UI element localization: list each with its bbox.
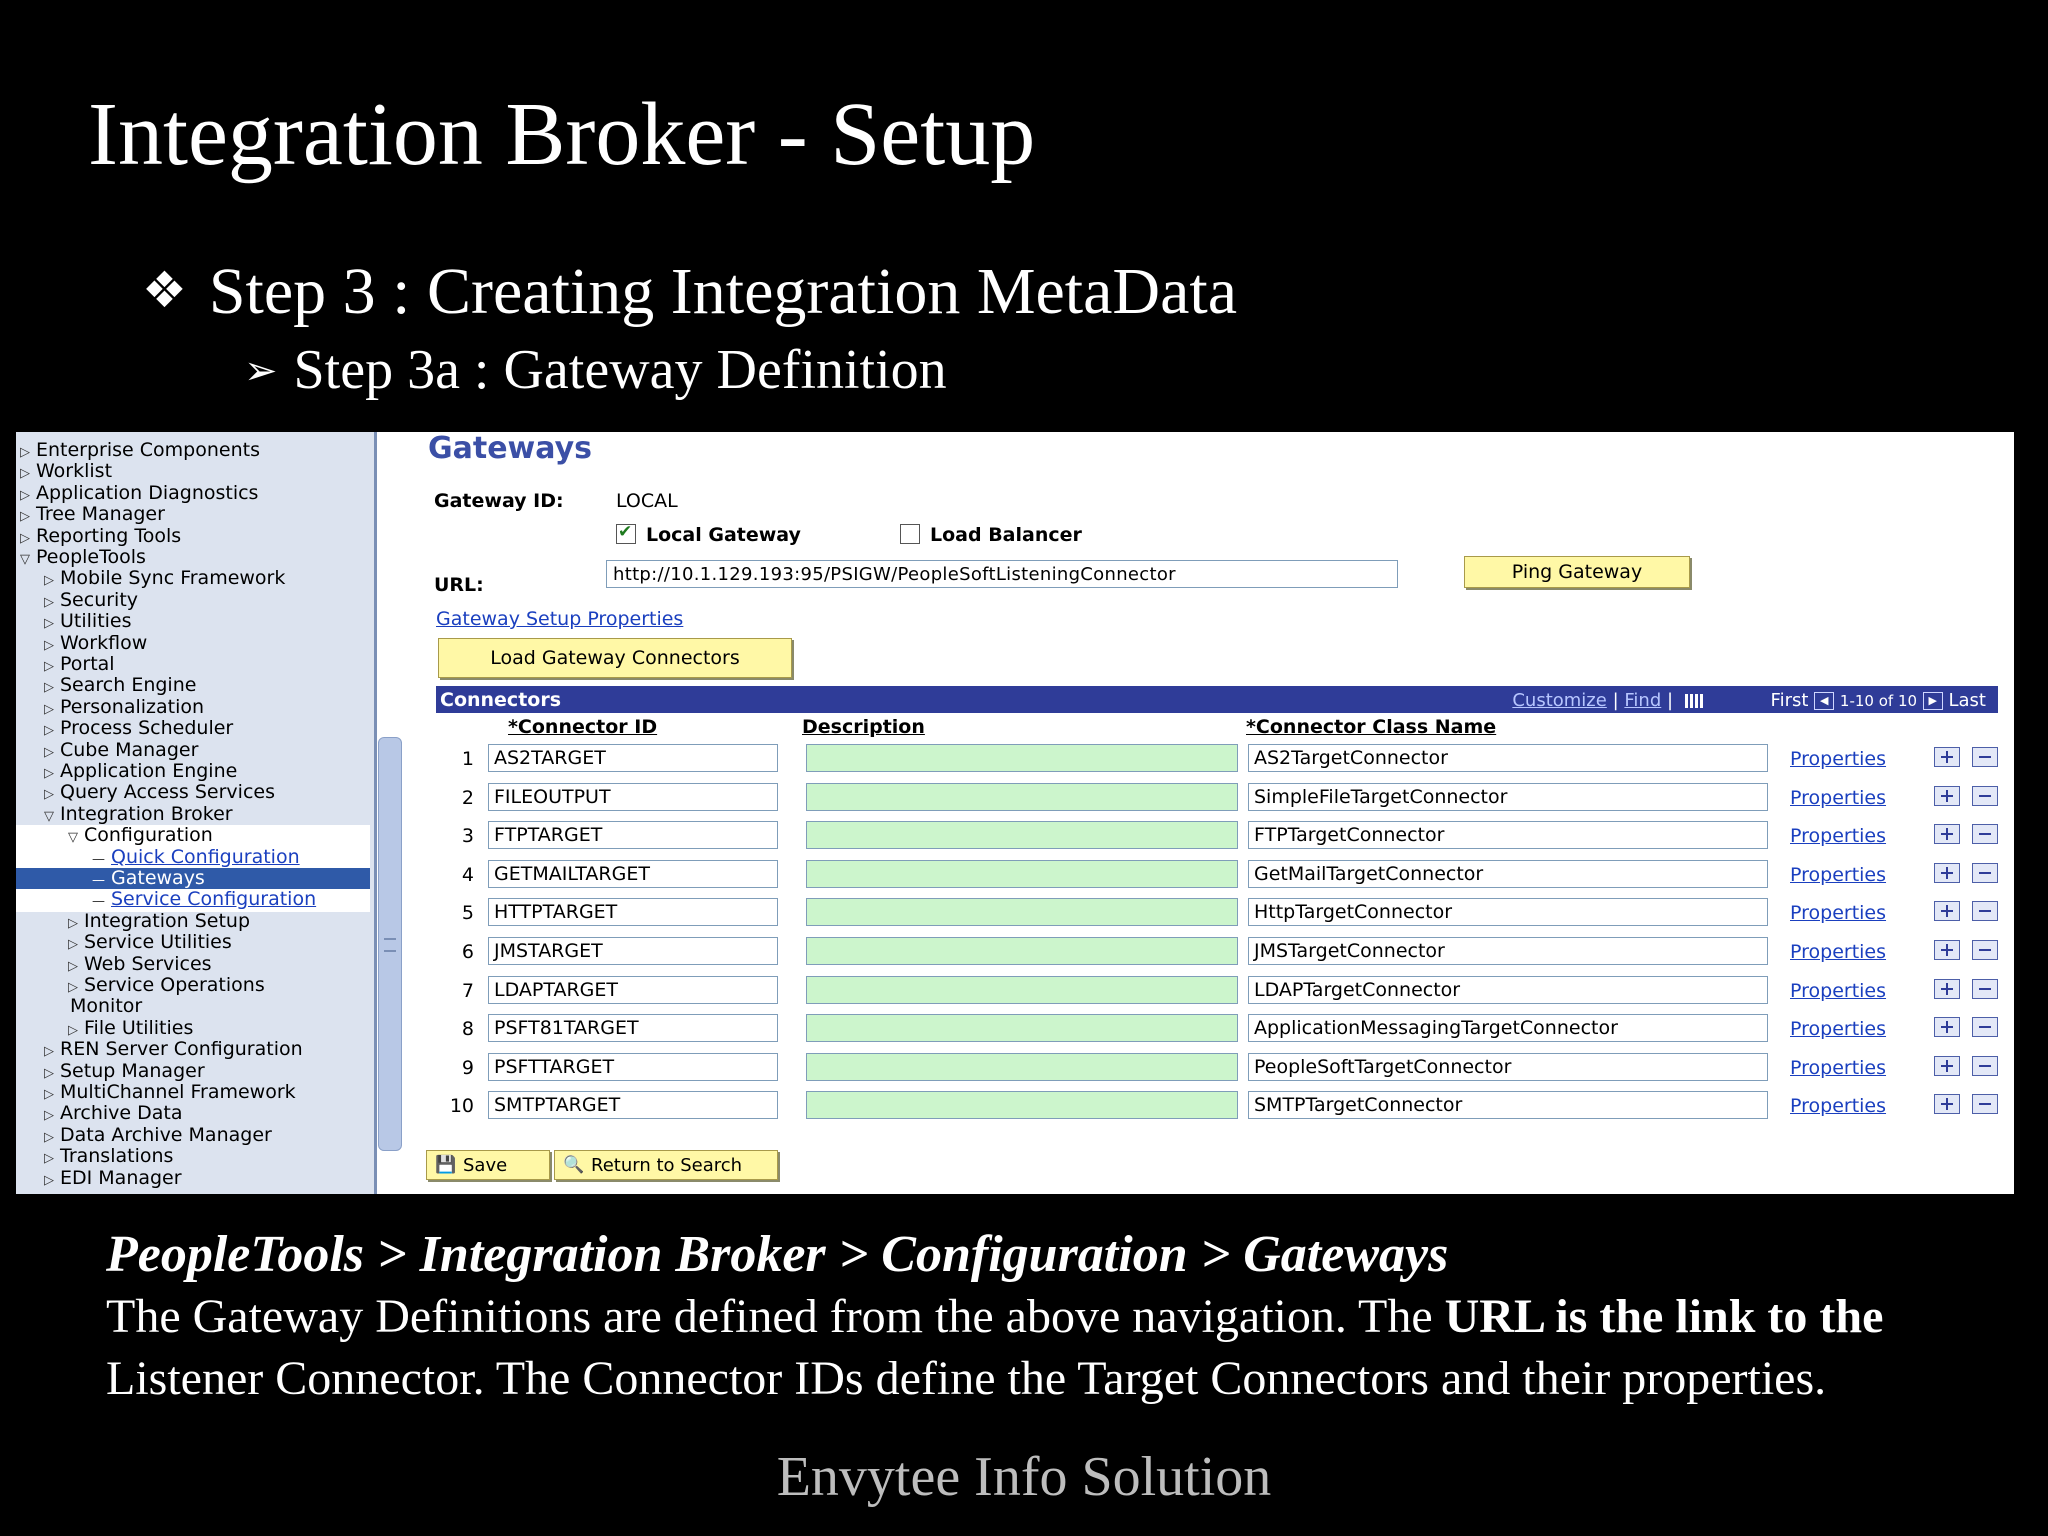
collapsed-arrow-icon: ▷ (68, 980, 78, 995)
delete-row-icon[interactable] (1972, 786, 1998, 806)
table-row (436, 740, 1998, 778)
bullet-step3-text: Step 3 : Creating Integration MetaData (208, 255, 1238, 328)
expanded-arrow-icon: ▽ (44, 808, 54, 824)
search-icon: 🔍 (563, 1155, 585, 1175)
collapsed-arrow-icon: ▷ (68, 915, 78, 931)
connector-class-field[interactable]: FTPTargetConnector (1248, 821, 1768, 849)
menu-item[interactable] (44, 1168, 182, 1191)
dash-icon: — (92, 851, 105, 867)
collapsed-arrow-icon: ▷ (44, 616, 54, 632)
collapsed-arrow-icon: ▷ (20, 466, 30, 482)
connector-id-field[interactable]: LDAPTARGET (488, 976, 778, 1004)
menu-item-label: Service Utilities (84, 931, 232, 954)
add-row-icon[interactable] (1934, 824, 1960, 844)
properties-link[interactable]: Properties (1790, 863, 1887, 886)
collapsed-arrow-icon: ▷ (44, 680, 54, 696)
menu-item-label: Utilities (60, 610, 132, 633)
collapsed-arrow-icon: ▷ (44, 701, 54, 717)
menu-item-label: Configuration (84, 824, 213, 847)
col-connector-class[interactable]: *Connector Class Name (1246, 716, 1497, 738)
menu-item-label: Translations (60, 1145, 174, 1168)
collapsed-arrow-icon: ▷ (44, 766, 54, 781)
local-gateway-checkbox[interactable] (616, 524, 636, 544)
menu-item-label: Search Engine (60, 674, 197, 697)
menu-scrollbar[interactable] (378, 737, 402, 1151)
description-field[interactable] (806, 821, 1238, 849)
footer-company: Envytee Info Solution (776, 1446, 1272, 1508)
gateways-screenshot (16, 432, 2014, 1194)
connector-class-field[interactable]: PeopleSoftTargetConnector (1248, 1053, 1768, 1081)
delete-row-icon[interactable] (1972, 1094, 1998, 1114)
menu-item-label: Personalization (60, 695, 205, 718)
scroll-grip-icon (384, 938, 396, 952)
menu-item-label: Integration Setup (84, 909, 251, 932)
collapsed-arrow-icon: ▷ (68, 1022, 78, 1038)
description-field[interactable] (806, 1091, 1238, 1119)
range-label: 1-10 of 10 (1839, 692, 1918, 710)
connector-id-field[interactable]: GETMAILTARGET (488, 860, 778, 888)
table-row (436, 972, 1998, 1010)
connector-class-field[interactable]: HttpTargetConnector (1248, 898, 1768, 926)
add-row-icon[interactable] (1934, 1094, 1960, 1114)
description-field[interactable] (806, 1053, 1238, 1081)
col-description[interactable]: Description (802, 716, 925, 738)
url-input[interactable]: http://10.1.129.193:95/PSIGW/PeopleSoftListeningConnector (606, 560, 1398, 588)
next-arrow-icon[interactable]: ▶ (1923, 692, 1943, 710)
customize-link[interactable]: Customize (1512, 690, 1607, 711)
connector-id-field[interactable]: SMTPTARGET (488, 1091, 778, 1119)
collapsed-arrow-icon: ▷ (44, 1129, 54, 1145)
collapsed-arrow-icon: ▷ (20, 530, 30, 546)
add-row-icon[interactable] (1934, 1056, 1960, 1076)
menu-item-label: Worklist (36, 460, 113, 483)
delete-row-icon[interactable] (1972, 863, 1998, 883)
load-balancer-label: Load Balancer (930, 524, 1082, 546)
gateway-id-label: Gateway ID: (434, 490, 564, 512)
desc-part1: The Gateway Definitions are defined from the above navigation. The (106, 1290, 1445, 1343)
separator-2: | (1667, 690, 1674, 711)
collapsed-arrow-icon: ▷ (20, 487, 30, 503)
grid-controls (1512, 690, 1986, 711)
connector-class-field[interactable]: GetMailTargetConnector (1248, 860, 1768, 888)
row-number: 2 (461, 786, 474, 809)
connector-class-field[interactable]: SimpleFileTargetConnector (1248, 783, 1768, 811)
collapsed-arrow-icon: ▷ (20, 509, 30, 525)
connectors-grid (436, 686, 1998, 1116)
slide-title: Integration Broker - Setup (88, 85, 1036, 184)
menu-item-label: Monitor (70, 995, 143, 1018)
properties-link[interactable]: Properties (1790, 902, 1887, 925)
delete-row-icon[interactable] (1972, 747, 1998, 767)
navigation-path: PeopleTools > Integration Broker > Configuration > Gateways (106, 1226, 1449, 1283)
grid-header (436, 686, 1998, 713)
save-icon: 💾 (435, 1155, 457, 1175)
delete-row-icon[interactable] (1972, 1017, 1998, 1037)
menu-item-label: Data Archive Manager (60, 1123, 272, 1146)
collapsed-arrow-icon: ▷ (44, 573, 54, 589)
menu-item-label: Gateways (111, 867, 205, 889)
col-connector-id[interactable]: *Connector ID (508, 716, 658, 738)
table-row (436, 856, 1998, 894)
grid-download-icon[interactable] (1685, 694, 1705, 708)
add-row-icon[interactable] (1934, 979, 1960, 999)
connector-id-field[interactable]: HTTPTARGET (488, 898, 778, 926)
row-number: 6 (461, 941, 474, 963)
menu-item-label: Setup Manager (60, 1059, 205, 1082)
connector-id-field[interactable]: PSFT81TARGET (488, 1014, 778, 1042)
page-title: Gateways (428, 432, 593, 466)
delete-row-icon[interactable] (1972, 979, 1998, 999)
properties-link[interactable]: Properties (1790, 979, 1887, 1002)
connector-class-field[interactable]: JMSTargetConnector (1248, 937, 1768, 965)
row-number: 1 (461, 748, 474, 770)
properties-link[interactable]: Properties (1790, 786, 1887, 809)
bullet-step3 (142, 252, 1237, 336)
delete-row-icon[interactable] (1972, 1056, 1998, 1076)
bullet-step3a (244, 336, 947, 409)
menu-item-label: Application Diagnostics (36, 481, 259, 504)
load-balancer-checkbox[interactable] (900, 524, 920, 544)
menu-item-label: Web Services (84, 952, 212, 975)
connector-class-field[interactable]: ApplicationMessagingTargetConnector (1248, 1014, 1768, 1042)
dash-icon: — (92, 873, 105, 888)
last-label[interactable]: Last (1948, 690, 1986, 711)
collapsed-arrow-icon: ▷ (68, 958, 78, 974)
save-label: Save (463, 1155, 508, 1176)
menu-item-label: Security (60, 588, 139, 611)
add-row-icon[interactable] (1934, 747, 1960, 767)
table-row (436, 817, 1998, 855)
properties-link[interactable]: Properties (1790, 941, 1887, 963)
desc-bold: URL is the link to the (1444, 1290, 1884, 1343)
collapsed-arrow-icon: ▷ (44, 723, 54, 739)
separator-1: | (1612, 690, 1619, 711)
menu-item-label: Service Operations (84, 974, 265, 996)
table-row (436, 1010, 1998, 1048)
diamond-bullet-icon: ❖ (142, 261, 187, 319)
collapsed-arrow-icon: ▷ (44, 744, 54, 760)
collapsed-arrow-icon: ▷ (44, 1151, 54, 1167)
delete-row-icon[interactable] (1972, 824, 1998, 844)
row-number: 9 (461, 1056, 474, 1079)
connector-id-field[interactable]: JMSTARGET (488, 937, 778, 965)
gateway-setup-properties-link[interactable]: Gateway Setup Properties (436, 608, 684, 630)
description-field[interactable] (806, 860, 1238, 888)
menu-item-label: PeopleTools (36, 546, 146, 568)
collapsed-arrow-icon: ▷ (44, 1044, 54, 1060)
connector-id-field[interactable]: AS2TARGET (488, 744, 778, 772)
description-field[interactable] (806, 898, 1238, 926)
menu-item-label: Quick Configuration (111, 845, 300, 868)
dash-icon: — (92, 894, 105, 910)
row-number: 5 (461, 902, 474, 925)
row-number: 3 (461, 825, 474, 848)
menu-item-label: Portal (60, 653, 115, 675)
add-row-icon[interactable] (1934, 940, 1960, 960)
row-number: 4 (461, 863, 474, 886)
collapsed-arrow-icon: ▷ (20, 445, 30, 460)
connector-id-field[interactable]: PSFTTARGET (488, 1053, 778, 1081)
menu-item-label: Service Configuration (111, 888, 317, 911)
description-field[interactable] (806, 1014, 1238, 1042)
connector-id-field[interactable]: FTPTARGET (488, 821, 778, 849)
properties-link[interactable]: Properties (1790, 748, 1887, 770)
row-number: 7 (461, 979, 474, 1002)
description-field[interactable] (806, 744, 1238, 772)
menu-item-label: Workflow (60, 631, 148, 654)
return-to-search-button[interactable] (554, 1150, 778, 1180)
collapsed-arrow-icon: ▷ (44, 1172, 54, 1188)
properties-link[interactable]: Properties (1790, 1095, 1887, 1118)
description (106, 1286, 2026, 1410)
connector-id-field[interactable]: FILEOUTPUT (488, 783, 778, 811)
menu-item-label: Enterprise Components (36, 439, 260, 461)
bullet-step3a-text: Step 3a : Gateway Definition (293, 339, 947, 401)
menu-item-label: Integration Broker (60, 802, 233, 825)
menu-item (70, 996, 142, 1017)
ping-gateway-button[interactable]: Ping Gateway (1464, 556, 1690, 588)
collapsed-arrow-icon: ▷ (44, 1087, 54, 1102)
local-gateway-label: Local Gateway (646, 524, 801, 546)
menu-item-label: Archive Data (60, 1102, 183, 1125)
url-label: URL: (434, 574, 484, 596)
table-row (436, 933, 1998, 971)
find-link[interactable]: Find (1624, 690, 1662, 711)
menu-item-label: Application Engine (60, 760, 238, 782)
menu-item-label: File Utilities (84, 1016, 194, 1039)
grid-title: Connectors (440, 689, 562, 711)
add-row-icon[interactable] (1934, 863, 1960, 883)
properties-link[interactable]: Properties (1790, 1018, 1887, 1041)
menu-item-label: MultiChannel Framework (60, 1081, 296, 1103)
collapsed-arrow-icon: ▷ (44, 787, 54, 803)
add-row-icon[interactable] (1934, 1017, 1960, 1037)
table-row (436, 894, 1998, 932)
delete-row-icon[interactable] (1972, 901, 1998, 921)
table-row (436, 1087, 1998, 1125)
menu-panel (16, 432, 377, 1194)
properties-link[interactable]: Properties (1790, 1056, 1887, 1079)
menu-item-label: Cube Manager (60, 738, 199, 761)
description-field[interactable] (806, 937, 1238, 965)
expanded-arrow-icon: ▽ (68, 830, 78, 846)
menu-item-label: Mobile Sync Framework (60, 567, 286, 590)
menu-item-label: EDI Manager (60, 1166, 182, 1189)
gateway-id-value: LOCAL (616, 490, 678, 512)
connector-class-field[interactable]: AS2TargetConnector (1248, 744, 1768, 772)
collapsed-arrow-icon: ▷ (44, 1065, 54, 1081)
properties-link[interactable]: Properties (1790, 825, 1887, 848)
description-field[interactable] (806, 976, 1238, 1004)
first-label[interactable]: First (1770, 690, 1809, 711)
menu-item-label: REN Server Configuration (60, 1038, 303, 1061)
menu-item-label: Query Access Services (60, 781, 275, 804)
collapsed-arrow-icon: ▷ (68, 937, 78, 953)
arrow-bullet-icon: ➢ (244, 348, 278, 394)
add-row-icon[interactable] (1934, 786, 1960, 806)
table-row (436, 1049, 1998, 1087)
desc-part2: Listener Connector. The Connector IDs define the Target Connectors and their properties. (106, 1352, 1827, 1405)
table-row (436, 779, 1998, 817)
collapsed-arrow-icon: ▷ (44, 1108, 54, 1124)
prev-arrow-icon[interactable]: ◀ (1814, 692, 1834, 710)
row-number: 8 (461, 1018, 474, 1041)
row-number: 10 (449, 1095, 474, 1118)
collapsed-arrow-icon: ▷ (44, 659, 54, 674)
load-gateway-connectors-button[interactable]: Load Gateway Connectors (438, 638, 792, 678)
save-button[interactable] (426, 1150, 550, 1180)
connector-class-field[interactable]: LDAPTargetConnector (1248, 976, 1768, 1004)
delete-row-icon[interactable] (1972, 940, 1998, 960)
menu-item-label: Reporting Tools (36, 524, 182, 547)
add-row-icon[interactable] (1934, 901, 1960, 921)
collapsed-arrow-icon: ▷ (44, 637, 54, 653)
description-field[interactable] (806, 783, 1238, 811)
collapsed-arrow-icon: ▷ (44, 594, 54, 610)
menu-item-label: Tree Manager (36, 503, 165, 526)
expanded-arrow-icon: ▽ (20, 552, 30, 567)
return-label: Return to Search (591, 1155, 743, 1176)
menu-item-label: Process Scheduler (60, 717, 234, 740)
connector-class-field[interactable]: SMTPTargetConnector (1248, 1091, 1768, 1119)
